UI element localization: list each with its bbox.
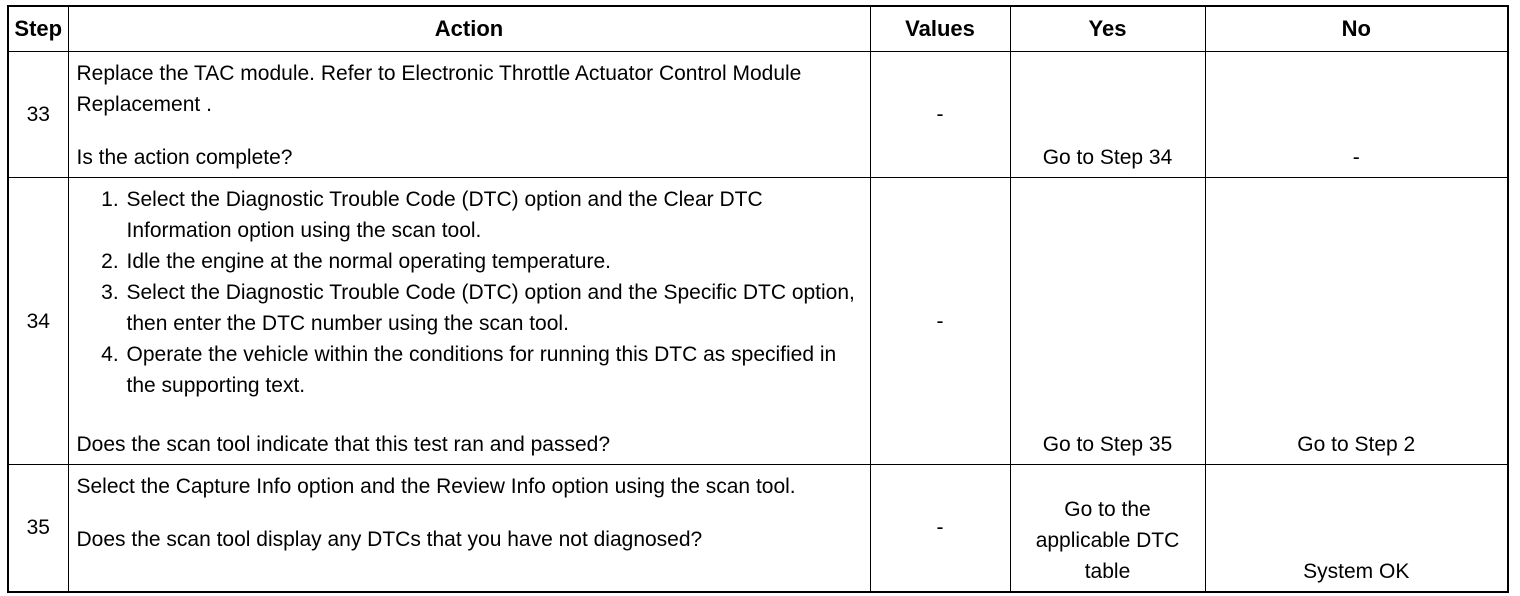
step-number: 33 [8,52,68,178]
table-row [8,178,1508,465]
procedure-list [77,184,862,401]
header-row [8,6,1508,52]
values-cell: - [870,52,1010,178]
procedure-item: 3. Select the Diagnostic Trouble Code (DTC) option and the Specific DTC option, then enter the DTC number using the scan tool. [125,277,862,339]
table-row [8,465,1508,592]
action-text: Replace the TAC module. Refer to Electronic Throttle Actuator Control Module Replacement . [76,62,802,116]
action-question: Does the scan tool indicate that this test ran and passed? [76,433,611,456]
values-cell: - [870,178,1010,465]
step-number: 34 [8,178,68,465]
no-cell: Go to Step 2 [1205,178,1508,465]
header-action: Action [68,6,870,52]
action-question: Does the scan tool display any DTCs that you have not diagnosed? [76,528,703,551]
action-cell [68,465,870,592]
header-no: No [1205,6,1508,52]
action-question: Is the action complete? [76,146,293,169]
header-yes: Yes [1010,6,1205,52]
action-cell [68,178,870,465]
procedure-item: 4. Operate the vehicle within the conditions for running this DTC as specified in the supporting text. [125,339,862,401]
table-row [8,52,1508,178]
no-cell: System OK [1205,465,1508,592]
yes-cell: Go to Step 34 [1010,52,1205,178]
step-number: 35 [8,465,68,592]
yes-cell: Go to Step 35 [1010,178,1205,465]
procedure-item: 2. Idle the engine at the normal operating temperature. [125,246,862,277]
header-values: Values [870,6,1010,52]
action-text: Select the Capture Info option and the Review Info option using the scan tool. [76,475,796,498]
no-cell: - [1205,52,1508,178]
procedure-item: 1. Select the Diagnostic Trouble Code (DTC) option and the Clear DTC Information option using the scan tool. [125,184,862,246]
action-cell [68,52,870,178]
values-cell: - [870,465,1010,592]
yes-cell: Go to the applicable DTC table [1010,465,1205,592]
header-step: Step [8,6,68,52]
diagnostic-table [7,5,1509,593]
